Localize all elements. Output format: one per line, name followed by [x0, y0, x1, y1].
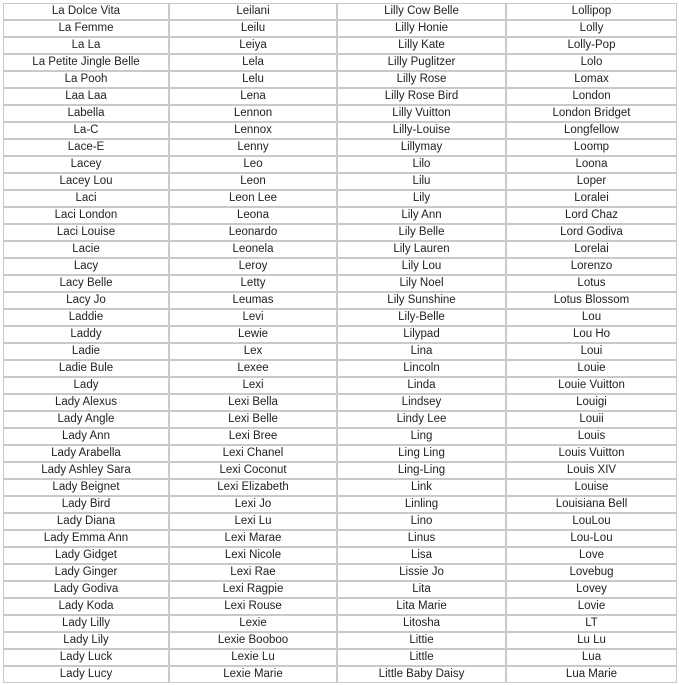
name-cell: Louii [506, 411, 677, 428]
table-row [3, 275, 677, 292]
name-cell: Linus [337, 530, 506, 547]
name-cell: Lexi Nicole [169, 547, 337, 564]
name-cell: Leroy [169, 258, 337, 275]
name-cell: Lady Arabella [3, 445, 169, 462]
name-cell: Linda [337, 377, 506, 394]
name-cell: Lilly Kate [337, 37, 506, 54]
name-cell: Ladie [3, 343, 169, 360]
table-row [3, 530, 677, 547]
name-cell: Little [337, 649, 506, 666]
name-cell: Linling [337, 496, 506, 513]
name-cell: Lexi Elizabeth [169, 479, 337, 496]
name-cell: Lexie Marie [169, 666, 337, 683]
name-cell: La Petite Jingle Belle [3, 54, 169, 71]
name-cell: Lady Ann [3, 428, 169, 445]
name-cell: Lexi [169, 377, 337, 394]
name-cell: Lolly-Pop [506, 37, 677, 54]
name-cell: Lilly Rose Bird [337, 88, 506, 105]
table-row [3, 394, 677, 411]
name-cell: Lina [337, 343, 506, 360]
name-cell: Link [337, 479, 506, 496]
name-cell: Ladie Bule [3, 360, 169, 377]
name-cell: Laddy [3, 326, 169, 343]
name-cell: Lilu [337, 173, 506, 190]
name-cell: La La [3, 37, 169, 54]
table-row [3, 292, 677, 309]
name-cell: Lou [506, 309, 677, 326]
name-cell: Laci London [3, 207, 169, 224]
name-cell: Lilo [337, 156, 506, 173]
name-cell: Letty [169, 275, 337, 292]
name-cell: Ling [337, 428, 506, 445]
table-row [3, 496, 677, 513]
name-cell: Louie Vuitton [506, 377, 677, 394]
table-row [3, 632, 677, 649]
name-cell: Lily Belle [337, 224, 506, 241]
name-cell: Lady Emma Ann [3, 530, 169, 547]
name-cell: Leon [169, 173, 337, 190]
name-cell: Lexi Lu [169, 513, 337, 530]
table-row [3, 105, 677, 122]
name-cell: Lady Lilly [3, 615, 169, 632]
name-cell: Leona [169, 207, 337, 224]
table-row [3, 666, 677, 683]
name-cell: Laci [3, 190, 169, 207]
name-cell: Leilu [169, 20, 337, 37]
name-cell: Lexie [169, 615, 337, 632]
table-row [3, 258, 677, 275]
name-cell: Lacey Lou [3, 173, 169, 190]
name-cell: Lexi Ragpie [169, 581, 337, 598]
name-cell: Ling Ling [337, 445, 506, 462]
table-row [3, 71, 677, 88]
table-row [3, 190, 677, 207]
table-row [3, 479, 677, 496]
name-cell: Lissie Jo [337, 564, 506, 581]
table-row [3, 173, 677, 190]
name-cell: Laci Louise [3, 224, 169, 241]
name-cell: Lillymay [337, 139, 506, 156]
name-cell: Lelu [169, 71, 337, 88]
name-cell: Lexi Chanel [169, 445, 337, 462]
name-cell: Lady [3, 377, 169, 394]
name-cell: Lexie Lu [169, 649, 337, 666]
table-row [3, 547, 677, 564]
name-cell: Leumas [169, 292, 337, 309]
name-cell: Lorenzo [506, 258, 677, 275]
name-cell: Lotus [506, 275, 677, 292]
table-row [3, 343, 677, 360]
name-cell: Lacie [3, 241, 169, 258]
name-cell: Leo [169, 156, 337, 173]
name-cell: Lilly-Louise [337, 122, 506, 139]
name-cell: Loralei [506, 190, 677, 207]
name-cell: Lorelai [506, 241, 677, 258]
name-cell: Lilly Rose [337, 71, 506, 88]
table-row [3, 54, 677, 71]
name-cell: Lu Lu [506, 632, 677, 649]
name-cell: Lovebug [506, 564, 677, 581]
name-cell: Lady Godiva [3, 581, 169, 598]
name-cell: La-C [3, 122, 169, 139]
table-row [3, 309, 677, 326]
name-cell: Lily Lou [337, 258, 506, 275]
name-cell: Lady Beignet [3, 479, 169, 496]
table-row [3, 462, 677, 479]
name-cell: Laddie [3, 309, 169, 326]
table-row [3, 122, 677, 139]
name-cell: Lilly Honie [337, 20, 506, 37]
name-cell: Lexee [169, 360, 337, 377]
table-row [3, 649, 677, 666]
name-cell: Lotus Blossom [506, 292, 677, 309]
name-cell: La Pooh [3, 71, 169, 88]
names-table [3, 3, 677, 683]
name-cell: Lady Lily [3, 632, 169, 649]
name-cell: Leonela [169, 241, 337, 258]
name-cell: Leon Lee [169, 190, 337, 207]
name-cell: Ling-Ling [337, 462, 506, 479]
table-row [3, 326, 677, 343]
table-row [3, 20, 677, 37]
name-cell: Lady Lucy [3, 666, 169, 683]
table-row [3, 564, 677, 581]
name-cell: Lollipop [506, 3, 677, 20]
name-cell: Lexie Booboo [169, 632, 337, 649]
name-cell: Lace-E [3, 139, 169, 156]
name-cell: Love [506, 547, 677, 564]
name-cell: Lexi Marae [169, 530, 337, 547]
name-cell: Lou Ho [506, 326, 677, 343]
name-cell: Labella [3, 105, 169, 122]
name-cell: Leiya [169, 37, 337, 54]
name-cell: Lacy Jo [3, 292, 169, 309]
table-row [3, 241, 677, 258]
table-row [3, 88, 677, 105]
name-cell: La Dolce Vita [3, 3, 169, 20]
name-cell: Lita [337, 581, 506, 598]
name-cell: Lady Bird [3, 496, 169, 513]
name-cell: Lincoln [337, 360, 506, 377]
name-cell: Loui [506, 343, 677, 360]
name-cell: Lexi Coconut [169, 462, 337, 479]
table-row [3, 513, 677, 530]
table-row [3, 598, 677, 615]
table-row [3, 428, 677, 445]
name-cell: Lex [169, 343, 337, 360]
name-cell: Louise [506, 479, 677, 496]
name-cell: Laa Laa [3, 88, 169, 105]
name-cell: Lady Koda [3, 598, 169, 615]
name-cell: Lady Ashley Sara [3, 462, 169, 479]
table-row [3, 207, 677, 224]
name-cell: Lady Luck [3, 649, 169, 666]
names-table-body [3, 3, 677, 683]
name-cell: Lovey [506, 581, 677, 598]
name-cell: Lua Marie [506, 666, 677, 683]
name-cell: Lisa [337, 547, 506, 564]
name-cell: Lexi Rae [169, 564, 337, 581]
name-cell: Lady Alexus [3, 394, 169, 411]
table-row [3, 615, 677, 632]
name-cell: Louis [506, 428, 677, 445]
table-row [3, 377, 677, 394]
name-cell: Lexi Bree [169, 428, 337, 445]
table-row [3, 445, 677, 462]
name-cell: Lovie [506, 598, 677, 615]
name-cell: Lady Diana [3, 513, 169, 530]
name-cell: Lily Lauren [337, 241, 506, 258]
name-cell: Lexi Bella [169, 394, 337, 411]
table-row [3, 139, 677, 156]
name-cell: Longfellow [506, 122, 677, 139]
name-cell: Levi [169, 309, 337, 326]
name-cell: Littie [337, 632, 506, 649]
name-cell: Louie [506, 360, 677, 377]
name-cell: Lenny [169, 139, 337, 156]
name-cell: Lexi Rouse [169, 598, 337, 615]
name-cell: Louisiana Bell [506, 496, 677, 513]
name-cell: Lord Godiva [506, 224, 677, 241]
name-cell: Lady Ginger [3, 564, 169, 581]
name-cell: Lily-Belle [337, 309, 506, 326]
table-row [3, 156, 677, 173]
name-cell: Lady Gidget [3, 547, 169, 564]
name-cell: Lily Noel [337, 275, 506, 292]
name-cell: London [506, 88, 677, 105]
name-cell: Lexi Jo [169, 496, 337, 513]
name-cell: Lua [506, 649, 677, 666]
name-cell: Loona [506, 156, 677, 173]
name-cell: Lilly Puglitzer [337, 54, 506, 71]
name-cell: Lolo [506, 54, 677, 71]
name-cell: Lily Ann [337, 207, 506, 224]
name-cell: Louigi [506, 394, 677, 411]
name-cell: Lomax [506, 71, 677, 88]
table-row [3, 224, 677, 241]
name-cell: Lord Chaz [506, 207, 677, 224]
name-cell: London Bridget [506, 105, 677, 122]
name-cell: Lexi Belle [169, 411, 337, 428]
name-cell: LouLou [506, 513, 677, 530]
name-cell: Lady Angle [3, 411, 169, 428]
name-cell: Litosha [337, 615, 506, 632]
name-cell: LT [506, 615, 677, 632]
table-row [3, 581, 677, 598]
name-cell: Lilly Vuitton [337, 105, 506, 122]
name-cell: La Femme [3, 20, 169, 37]
name-cell: Lacy Belle [3, 275, 169, 292]
name-cell: Leilani [169, 3, 337, 20]
name-cell: Lily [337, 190, 506, 207]
name-cell: Louis XIV [506, 462, 677, 479]
name-cell: Lindsey [337, 394, 506, 411]
name-cell: Lolly [506, 20, 677, 37]
name-cell: Lilly Cow Belle [337, 3, 506, 20]
name-cell: Lita Marie [337, 598, 506, 615]
table-row [3, 360, 677, 377]
name-cell: Lacy [3, 258, 169, 275]
name-cell: Lindy Lee [337, 411, 506, 428]
name-cell: Lou-Lou [506, 530, 677, 547]
name-cell: Lino [337, 513, 506, 530]
name-cell: Lacey [3, 156, 169, 173]
name-cell: Lewie [169, 326, 337, 343]
table-row [3, 411, 677, 428]
name-cell: Lilypad [337, 326, 506, 343]
table-row [3, 3, 677, 20]
name-cell: Leonardo [169, 224, 337, 241]
name-cell: Loomp [506, 139, 677, 156]
name-cell: Lily Sunshine [337, 292, 506, 309]
name-cell: Lela [169, 54, 337, 71]
name-cell: Lennox [169, 122, 337, 139]
name-cell: Louis Vuitton [506, 445, 677, 462]
table-row [3, 37, 677, 54]
name-cell: Lena [169, 88, 337, 105]
name-cell: Lennon [169, 105, 337, 122]
name-cell: Loper [506, 173, 677, 190]
name-cell: Little Baby Daisy [337, 666, 506, 683]
